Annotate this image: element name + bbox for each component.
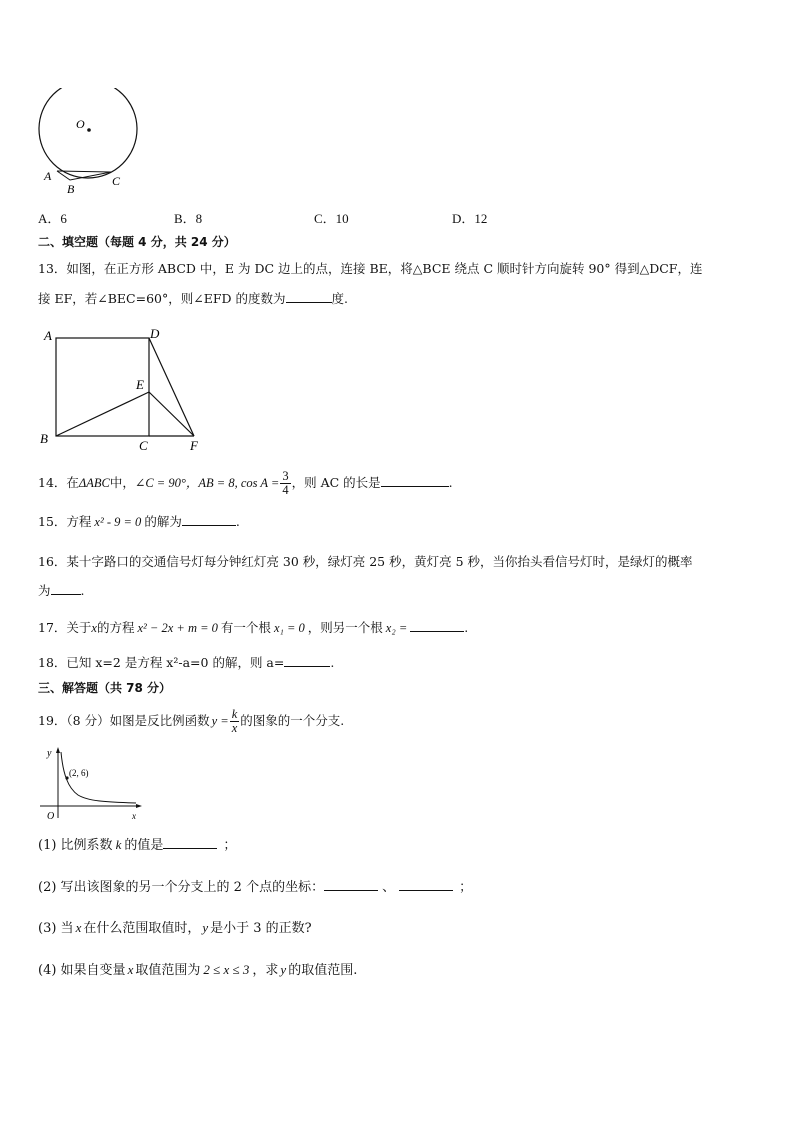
label-b: B [67,182,75,196]
choice-d: D．12 [452,211,488,226]
q14-frac-den: 4 [282,483,289,497]
q19-p1-var: k [115,837,122,852]
q14-answer-blank[interactable] [381,474,449,487]
q19-p4-text4: 的取值范围. [288,963,358,978]
y-axis-arrow [56,747,60,753]
section3-title: 三、解答题（共 78 分） [38,681,172,695]
q19-frac-den: x [231,721,238,735]
y-axis-label: y [47,748,52,759]
q19-p2-answer-blank-2[interactable] [399,878,453,891]
q17-root2: x₂ = [385,621,408,635]
q19-p1-text: (1) 比例系数 [38,838,113,853]
choice-b: B．8 [174,211,203,226]
q19-part4 [38,961,357,980]
q13-unit: 度. [331,291,349,306]
label-sq-e: E [136,377,144,392]
circle-figure [30,88,150,196]
q19-p1-text2: 的值是 [124,838,164,853]
origin-label: O [47,811,55,822]
hyperbola-graph [36,744,146,822]
q19-p2-end: ； [459,880,473,895]
q13-line1: 13．如图，在正方形 ABCD 中，E 为 DC 边上的点，连接 BE，将△BCE 绕点 C 顺时针方向旋转 90° 得到△DCF，连 [38,261,703,276]
q17-line [38,619,468,637]
q15-prefix: 15．方程 [38,514,92,529]
q14-frac-num: 3 [282,469,289,483]
square-figure [36,322,216,454]
q18-line [38,654,334,672]
q17-var: x [91,621,97,635]
section2-title: 二、填空题（每题 4 分，共 24 分） [38,235,236,249]
q14-line [38,470,453,497]
label-sq-f: F [190,438,198,453]
q13-answer-blank[interactable] [286,290,332,303]
point-label: (2, 6) [69,768,89,778]
q17-mid2: 有一个根 [220,620,271,635]
q14-fraction [280,470,290,497]
q19-p2-answer-blank-1[interactable] [324,878,378,891]
q17-root1: x₁ = 0 [273,621,305,635]
q14-suffix: ，则 AC 的长是 [291,475,381,490]
q14-mid: 中， [109,475,135,490]
q19-p3-text: (3) 当 [38,921,74,936]
q14-triangle: ΔABC [78,476,110,490]
x-axis-label: x [132,811,136,821]
q19-p4-range: 2 ≤ x ≤ 3 [203,962,250,977]
label-a: A [44,169,52,183]
q18-end: . [330,655,335,670]
choice-c: C．10 [314,211,349,226]
q18-answer-blank[interactable] [284,654,330,667]
q16-answer-blank[interactable] [51,582,81,595]
q19-part3 [38,919,312,938]
label-sq-d: D [150,326,160,341]
label-o: O [76,117,85,131]
x-axis-arrow [136,804,142,808]
q19-p4-var1: x [127,962,134,977]
q15-answer-blank[interactable] [182,513,236,526]
q19-frac-num: k [231,707,238,721]
q19-p3-text2: 在什么范围取值时， [83,921,201,936]
q19-fraction [230,708,240,735]
q19-p4-var2: y [280,962,287,977]
q15-line [38,513,240,531]
q19-p3-var2: y [202,920,209,935]
q18-text: 18．已知 x=2 是方程 x²-a=0 的解，则 a= [38,655,285,670]
q19-p3-var1: x [75,920,82,935]
q19-suffix: 的图象的一个分支. [240,713,345,728]
q17-mid: 的方程 [96,620,135,635]
segment-be [56,392,149,436]
label-sq-a: A [44,328,52,343]
q19-line [38,706,344,736]
q19-func-lhs: y = [211,714,229,728]
q17-eq: x² − 2x + m = 0 [137,621,218,635]
q17-mid3: ，则另一个根 [307,620,383,635]
q17-prefix: 17．关于 [38,620,92,635]
circle-outline [39,88,137,178]
q16-text: 为 [38,583,51,598]
q14-eq: ∠C = 90°，AB = 8, cos A = [134,476,280,490]
label-sq-b: B [40,431,48,446]
q19-p4-text2: 取值范围为 [135,963,201,978]
q19-p1-answer-blank[interactable] [163,836,217,849]
label-c: C [112,174,121,188]
q14-end: . [448,475,453,490]
q19-part1 [38,836,236,855]
segment-df [149,338,194,436]
q19-p4-text3: ，求 [252,963,279,978]
choice-a: A．6 [38,211,67,226]
q17-answer-blank[interactable] [410,619,464,632]
q16-line2 [38,582,85,600]
q19-p1-end: ； [223,838,237,853]
q13-text: 接 EF，若∠BEC=60°，则∠EFD 的度数为 [38,291,286,306]
q19-p4-text: (4) 如果自变量 [38,963,126,978]
q13-line2 [38,290,348,308]
q19-p3-text3: 是小于 3 的正数? [210,921,312,936]
q19-prefix: 19．（8 分）如图是反比例函数 [38,713,210,728]
q19-part2 [38,878,472,897]
q15-end: . [235,514,240,529]
segment-ef [149,392,194,436]
center-point [87,128,91,132]
q17-end: . [464,620,469,635]
q15-suffix: 的解为 [144,514,182,529]
q19-p2-text: (2) 写出该图象的另一个分支上的 2 个点的坐标： [38,880,325,895]
q14-prefix: 14．在 [38,475,79,490]
q16-end: . [80,583,85,598]
q16-line1: 16．某十字路口的交通信号灯每分钟红灯亮 30 秒，绿灯亮 25 秒，黄灯亮 5 秒，当你抬头看信号灯时，是绿灯的概率 [38,554,693,569]
q15-eq: x² - 9 = 0 [94,515,142,529]
label-sq-c: C [139,438,148,453]
q19-p2-sep: 、 [382,880,396,895]
